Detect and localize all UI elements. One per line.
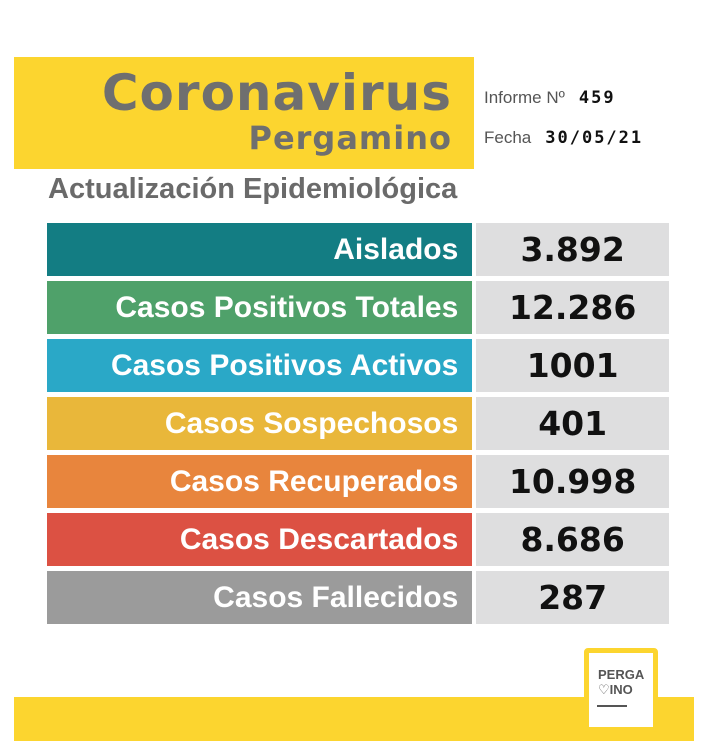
logo-text [598, 667, 644, 697]
stat-row-sospechosos [47, 397, 669, 450]
stat-row-positivos-totales [47, 281, 669, 334]
stats-table [47, 223, 669, 629]
stat-row-aislados [47, 223, 669, 276]
stat-value: 10.998 [476, 455, 669, 508]
report-number-value: 459 [578, 88, 616, 108]
stat-value: 12.286 [476, 281, 669, 334]
stat-label: Aislados [47, 223, 472, 276]
stat-label: Casos Descartados [47, 513, 472, 566]
report-number [484, 88, 616, 108]
report-number-label: Informe Nº [484, 88, 565, 107]
stat-row-descartados [47, 513, 669, 566]
stat-row-recuperados [47, 455, 669, 508]
section-subtitle: Actualización Epidemiológica [48, 173, 458, 205]
stat-label: Casos Sospechosos [47, 397, 472, 450]
stat-row-positivos-activos [47, 339, 669, 392]
stat-value: 3.892 [476, 223, 669, 276]
page-title: Coronavirus [101, 64, 452, 122]
stat-value: 287 [476, 571, 669, 624]
report-date-label: Fecha [484, 128, 532, 147]
header-banner [14, 57, 474, 169]
pergamino-logo [584, 648, 658, 732]
logo-underline [597, 705, 627, 707]
report-date-value: 30/05/21 [545, 128, 644, 148]
stat-label: Casos Positivos Totales [47, 281, 472, 334]
city-name: Pergamino [248, 119, 452, 157]
stat-value: 401 [476, 397, 669, 450]
logo-line-1: PERGA [598, 667, 645, 682]
stat-row-fallecidos [47, 571, 669, 624]
stat-label: Casos Fallecidos [47, 571, 472, 624]
report-date [484, 128, 643, 148]
logo-line-2: ♡INO [598, 682, 633, 697]
stat-value: 8.686 [476, 513, 669, 566]
stat-value: 1001 [476, 339, 669, 392]
stat-label: Casos Recuperados [47, 455, 472, 508]
stat-label: Casos Positivos Activos [47, 339, 472, 392]
